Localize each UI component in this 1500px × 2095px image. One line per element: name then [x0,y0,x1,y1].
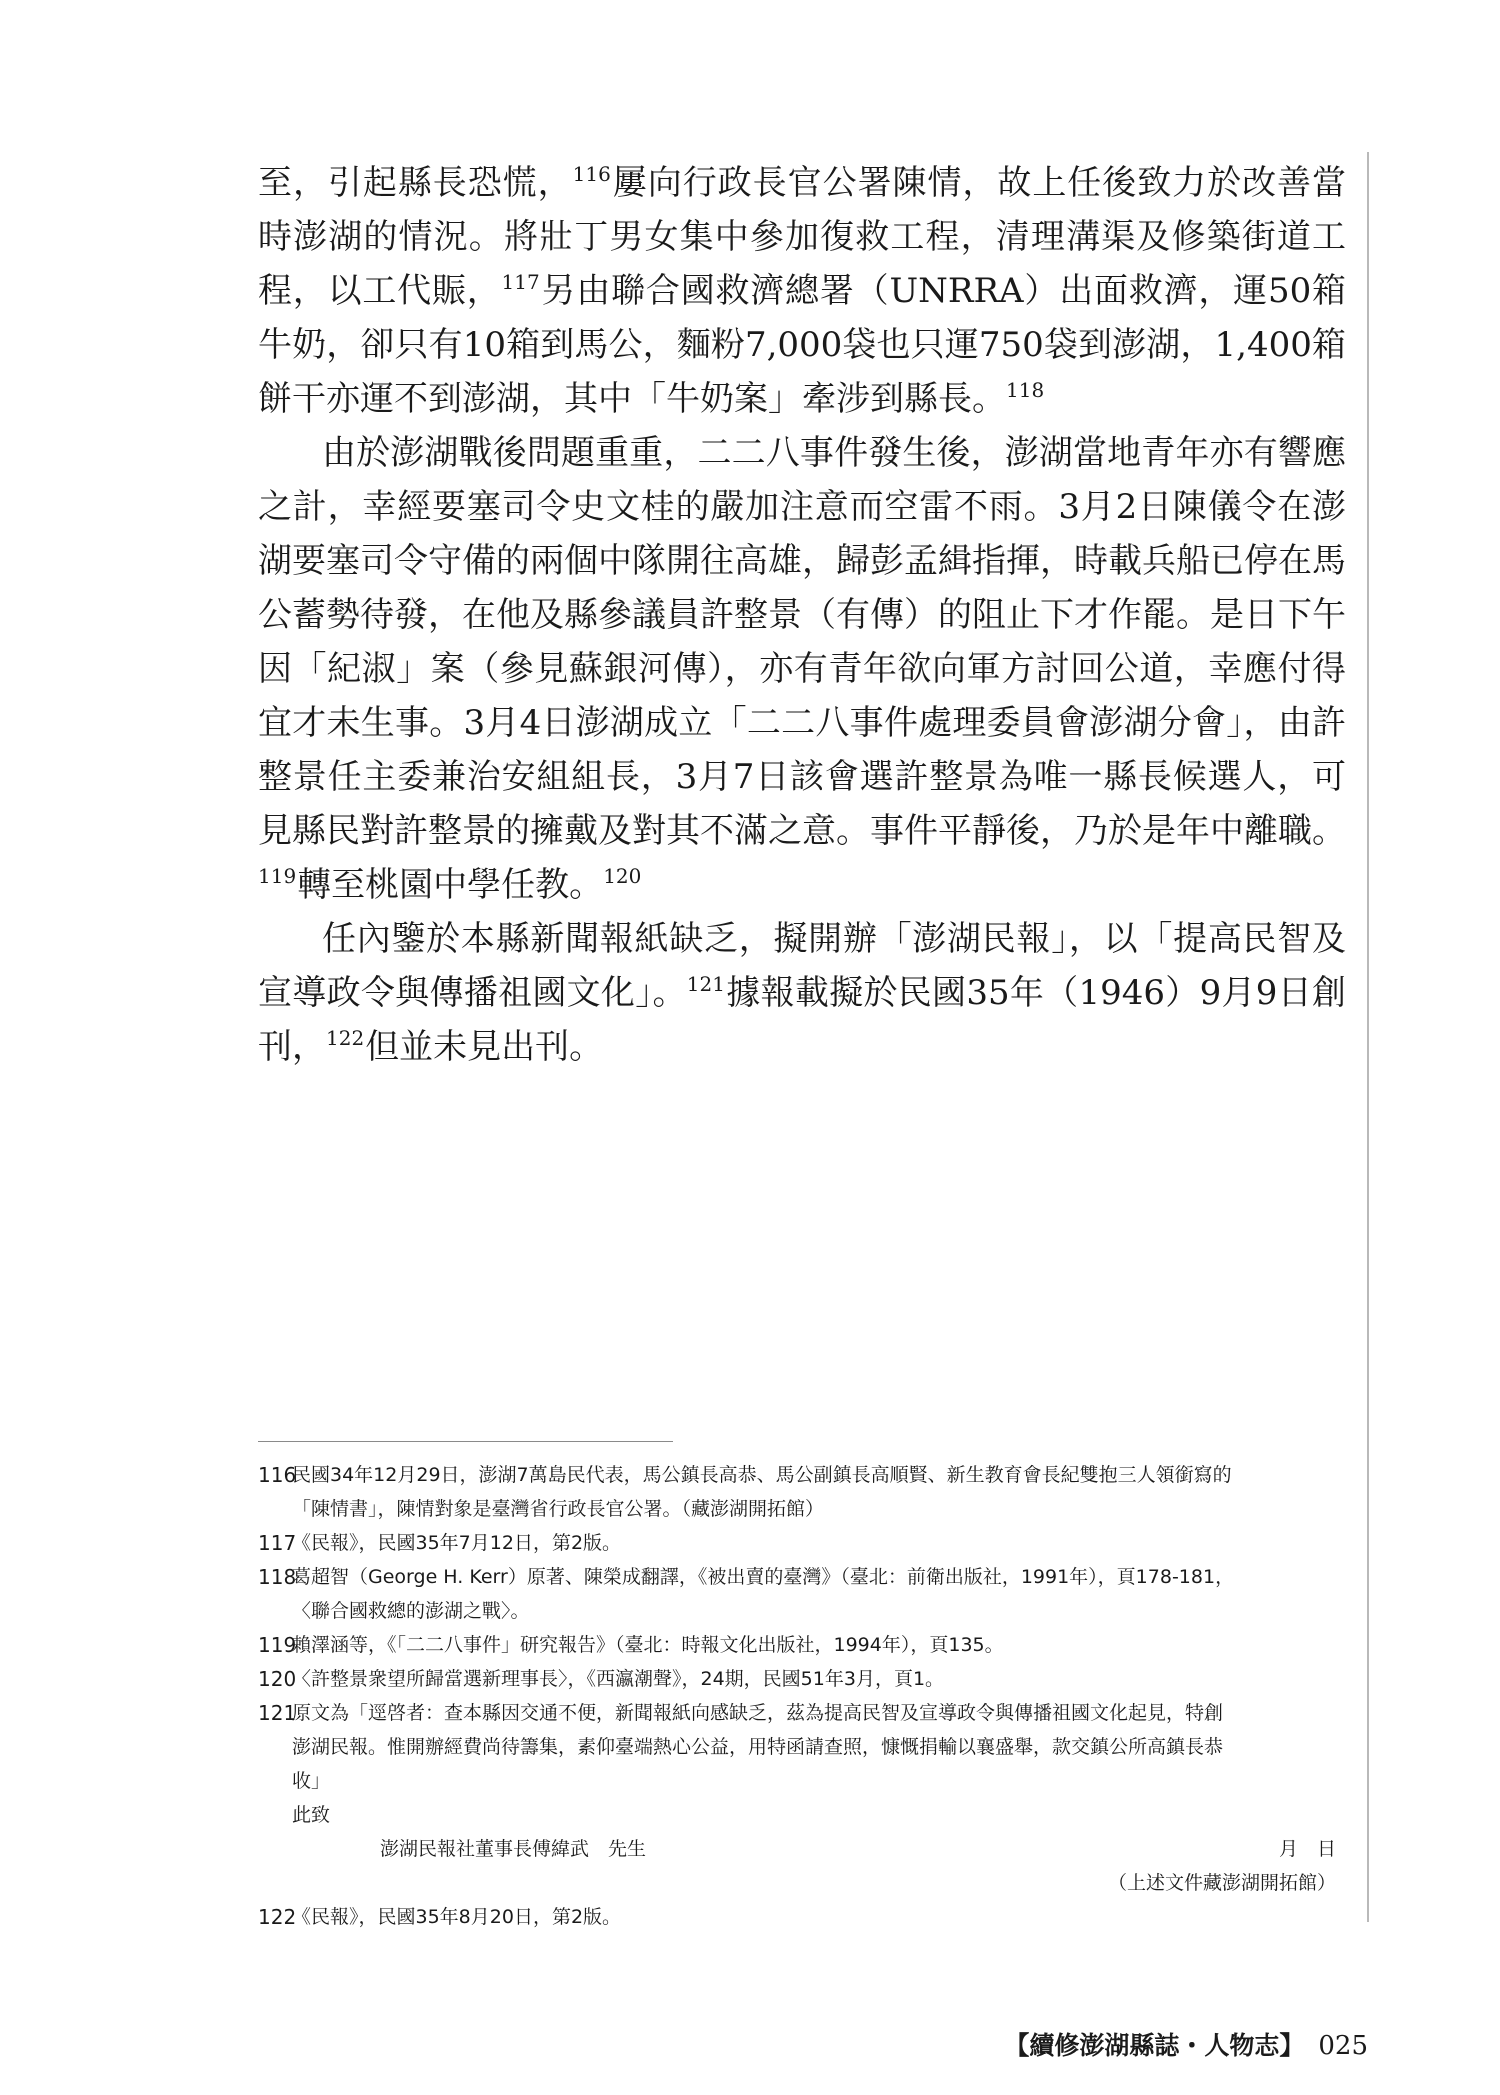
footnote-text: 民國34年12月29日，澎湖7萬島民代表，馬公鎮長高恭、馬公副鎮長高順賢、新生教育會長紀雙抱三人領銜寫的 [292,1464,1232,1486]
footnote-text: 《民報》，民國35年7月12日，第2版。 [292,1532,622,1554]
footnote-number: 120 [258,1667,297,1691]
footnote-120 [258,1662,1346,1696]
footnote-116 [258,1458,1346,1526]
text-run: 至，引起縣長恐慌， [258,163,573,203]
footnote-ref[interactable]: 119 [258,864,297,888]
footnote-text: 收」 [292,1770,331,1792]
main-text [258,156,1346,1074]
footnote-text: 〈許整景衆望所歸當選新理事長〉，《西瀛潮聲》，24期，民國51年3月，頁1。 [292,1668,945,1690]
text-run: 據報載擬於民國35年（1946）9月9日創刊， [258,973,1346,1067]
text-run: 屢向行政長官公署陳情，故上任後致力於改善當時澎湖的情況。將壯丁男女集中參加復救工程，清理溝渠及修築街道工程，以工代賑， [258,163,1347,311]
footnote-text: 〈聯合國救總的澎湖之戰〉。 [292,1600,530,1622]
footnote-118 [258,1560,1346,1628]
footnote-text: 原文為「逕啓者：查本縣因交通不便，新聞報紙向感缺乏，茲為提高民智及宣導政令與傳播祖國文化起見，特創 [292,1702,1224,1724]
paragraph-2 [258,426,1346,912]
paragraph-1 [258,156,1346,426]
footnote-text: 「陳情書」，陳情對象是臺灣省行政長官公署。（藏澎湖開拓館） [292,1498,825,1520]
footnote-117 [258,1526,1346,1560]
letter-addressee: 澎湖民報社董事長傅緯武 先生 [380,1838,647,1860]
letter-source: （上述文件藏澎湖開拓館） [1107,1872,1336,1894]
text-run: 轉至桃園中學任教。 [297,865,604,905]
footnote-text: 賴澤涵等，《「二二八事件」研究報告》（臺北：時報文化出版社，1994年），頁135。 [292,1634,1004,1656]
footnote-ref[interactable]: 118 [1006,378,1045,402]
footnote-ref[interactable]: 116 [572,162,611,186]
footnote-text: 葛超智（George H. Kerr）原著、陳榮成翻譯，《被出賣的臺灣》（臺北：前衛出版社，1991年），頁178-181， [292,1566,1235,1588]
footnote-121 [258,1696,1346,1798]
text-run: 由於澎湖戰後問題重重，二二八事件發生後，澎湖當地青年亦有響應之計，幸經要塞司令史文桂的嚴加注意而空雷不雨。3月2日陳儀令在澎湖要塞司令守備的兩個中隊開往高雄，歸彭孟緝指揮，時載兵船已停在馬公蓄勢待發，在他及縣參議員許整景（有傳）的阻止下才作罷。是日下午因「紀淑」案（參見蘇銀河傳），亦有青年欲向軍方討回公道，幸應付得宜才未生事。3月4日澎湖成立「二二八事件處理委員會澎湖分會」，由許整景任主委兼治安組組長，3月7日該會選許整景為唯一縣長候選人，可見縣民對許整景的擁戴及對其不滿之意。事件平靜後，乃於是年中離職。 [258,433,1346,851]
footnote-ref[interactable]: 120 [603,864,642,888]
margin-rule [1367,152,1369,1922]
footnote-number: 119 [258,1633,297,1657]
footnote-text: 澎湖民報。惟開辦經費尚待籌集，素仰臺端熱心公益，用特函請查照，慷慨捐輸以襄盛舉，款交鎮公所高鎮長恭 [292,1736,1224,1758]
footnote-119 [258,1628,1346,1662]
footnote-number: 121 [258,1701,297,1725]
book-title: 【續修澎湖縣誌・人物志】 [1004,2031,1305,2060]
text-run: 但並未見出刊。 [365,1027,604,1067]
footnote-ref[interactable]: 122 [326,1026,365,1050]
page-footer [1004,2026,1368,2062]
text-run: 另由聯合國救濟總署（UNRRA）出面救濟，運50箱牛奶，卻只有10箱到馬公，麵粉7,000袋也只運750袋到澎湖，1,400箱餅干亦運不到澎湖，其中「牛奶案」牽涉到縣長。 [258,271,1346,419]
footnote-separator [258,1441,673,1442]
footnote-ref[interactable]: 121 [686,972,725,996]
footnote-number: 116 [258,1463,297,1487]
footnote-122 [258,1900,1346,1934]
letter-address-row [258,1832,1346,1866]
footnote-number: 117 [258,1531,297,1555]
letter-date: 月 日 [1278,1838,1336,1860]
footnote-number: 122 [258,1905,297,1929]
page-number: 025 [1318,2031,1368,2061]
paragraph-3 [258,912,1346,1074]
letter-closing: 此致 [292,1804,331,1826]
text-run: 任內鑒於本縣新聞報紙缺乏，擬開辦「澎湖民報」，以「提高民智及宣導政令與傳播祖國文化」。 [258,919,1346,1013]
footnote-number: 118 [258,1565,297,1589]
footnote-text: 《民報》，民國35年8月20日，第2版。 [292,1906,622,1928]
footnotes [258,1458,1346,1934]
footnote-ref[interactable]: 117 [501,270,540,294]
